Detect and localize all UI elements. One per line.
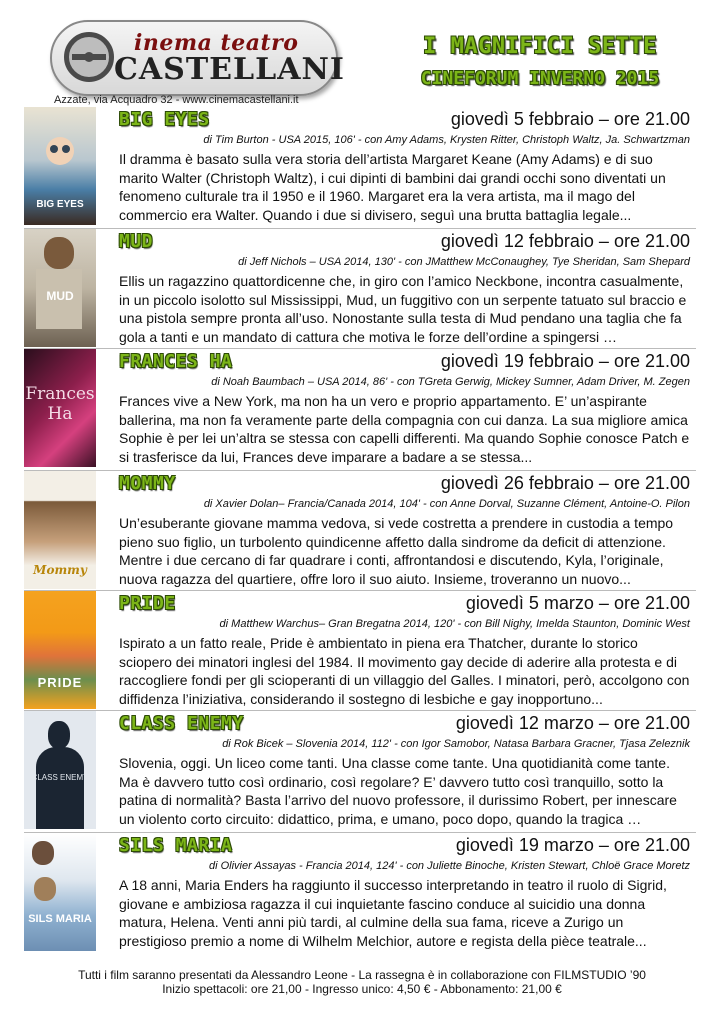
film-entry bbox=[24, 711, 696, 833]
page-subtitle: CINEFORUM INVERNO 2015 bbox=[420, 68, 660, 89]
film-entry bbox=[24, 229, 696, 349]
film-credits: di Matthew Warchus– Gran Bregatna 2014, 120' - con Bill Nighy, Imelda Staunton, Dominic West bbox=[219, 618, 690, 630]
film-title: MOMMY bbox=[119, 473, 176, 494]
film-title: MUD bbox=[119, 231, 154, 252]
film-credits: di Xavier Dolan– Francia/Canada 2014, 104' - con Anne Dorval, Suzanne Clément, Antoine-O. Pilon bbox=[203, 498, 690, 510]
film-synopsis: Il dramma è basato sulla vera storia dell’artista Margaret Keane (Amy Adams) e di suo marito Walter (Christoph Waltz), i cui dipinti di bambini dai grandi occhi sono diventati un fenomeno culturale tra il 1950 e il 1960. Margaret era la vera artista, ma il mago del commercio era Walter. Quando i due si divisero, seguì una brutta battaglia legale... bbox=[119, 151, 666, 223]
film-poster: BIG EYES bbox=[24, 107, 96, 225]
film-entry bbox=[24, 107, 696, 229]
film-synopsis: Un’esuberante giovane mamma vedova, si vede costretta a prendere in custodia a tempo pieno suo figlio, un turbolento quindicenne affetto dalla sindrome da deficit di attenzione. Mentre i due cercano di far quadrare i conti, affrontandosi e discutendo, Kyla, l’originale, nuova ragazza del quartiere, offre loro il suo aiuto. Insieme, troveranno un nuovo... bbox=[119, 515, 674, 587]
film-entry bbox=[24, 471, 696, 591]
film-date: giovedì 12 marzo – ore 21.00 bbox=[455, 713, 690, 733]
film-poster: MUD bbox=[24, 229, 96, 347]
logo-line2: CASTELLANI bbox=[114, 52, 345, 87]
film-title: CLASS ENEMY bbox=[119, 713, 244, 734]
film-credits: di Olivier Assayas - Francia 2014, 124' - con Juliette Binoche, Kristen Stewart, Chloë Grace Moretz bbox=[208, 860, 690, 872]
address: Azzate, via Acquadro 32 - www.cinemacastellani.it bbox=[54, 94, 299, 106]
film-date: giovedì 19 febbraio – ore 21.00 bbox=[440, 351, 690, 371]
film-poster: PRIDE bbox=[24, 591, 96, 709]
film-entry bbox=[24, 833, 696, 957]
film-synopsis: Frances vive a New York, ma non ha un vero e proprio appartamento. E’ un’aspirante ballerina, ma non fa veramente parte della compagnia con cui danza. La sua migliore amica Sophie è per lei un’altra se stessa con capelli differenti. Ma quando Sophie conosce Patch e si trasferisce da lui, Frances deve imparare a badare a se stessa... bbox=[119, 393, 690, 465]
footer-line1: Tutti i film saranno presentati da Alessandro Leone - La rassegna è in collaborazione con FILMSTUDIO ’90 bbox=[78, 968, 646, 982]
film-synopsis: Ellis un ragazzino quattordicenne che, in giro con l’amico Neckbone, incontra casualmente, in un piccolo isolotto sul Mississippi, Mud, un fuggitivo con un serpente tatuato sul braccio e una pistola sempre pronta all’uso. Nonostante sulla testa di Mud pendano una taglia che fa gola a tanti e un mandato di cattura che motiva le forze dell’ordine a spingersi … bbox=[119, 273, 687, 345]
page-title: I MAGNIFICI SETTE bbox=[423, 34, 657, 59]
film-entry bbox=[24, 349, 696, 471]
footer-line2: Inizio spettacoli: ore 21,00 - Ingresso unico: 4,50 € - Abbonamento: 21,00 € bbox=[162, 982, 562, 996]
film-credits: di Jeff Nichols – USA 2014, 130' - con JMatthew McConaughey, Tye Sheridan, Sam Shepard bbox=[238, 256, 690, 268]
film-date: giovedì 5 marzo – ore 21.00 bbox=[465, 593, 690, 613]
film-synopsis: A 18 anni, Maria Enders ha raggiunto il successo interpretando in teatro il ruolo di Sigrid, giovane e ambiziosa ragazza il cui inquietante fascino conduce al suicidio una donna matura, Helena. Venti anni più tardi, al culmine della sua fama, riceve a Zurigo un prestigioso premio a nome di Wilhelm Melchior, autore e regista della pièce teatrale... bbox=[119, 877, 667, 949]
film-synopsis: Slovenia, oggi. Un liceo come tanti. Una classe come tante. Una quotidianità come tante. Ma è davvero tutto così ordinario, così regolare? E’ davvero tutto così tranquillo, sotto la patina di normalità? Basta l’arrivo del nuovo professore, il durissimo Robert, per innescare un violento corto circuito: didattico, prima, e umano, poco dopo, quando la tragica … bbox=[119, 755, 677, 827]
film-date: giovedì 26 febbraio – ore 21.00 bbox=[440, 473, 690, 493]
film-credits: di Rok Bicek – Slovenia 2014, 112' - con Igor Samobor, Natasa Barbara Gracner, Tjasa Zeleznik bbox=[222, 738, 690, 750]
film-reel-icon bbox=[64, 32, 114, 82]
film-poster: Mommy bbox=[24, 471, 96, 589]
film-synopsis: Ispirato a un fatto reale, Pride è ambientato in piena era Thatcher, durante lo storico sciopero dei minatori inglesi del 1984. Il movimento gay decide di aderire alla protesta e di raccogliere fondi per gli scioperanti di un villaggio del Galles. I minatori, però, accolgono con diffidenza l’iniziativa, considerando il sostegno di lesbiche e gay inopportuno... bbox=[119, 635, 690, 707]
logo-line1: inema teatro bbox=[134, 30, 299, 56]
film-poster: CLASS ENEMY bbox=[24, 711, 96, 829]
film-poster: SILS MARIA bbox=[24, 833, 96, 951]
footer bbox=[0, 968, 724, 996]
film-title: PRIDE bbox=[119, 593, 176, 614]
cinema-logo bbox=[50, 20, 345, 96]
film-title: FRANCES HA bbox=[119, 351, 233, 372]
film-date: giovedì 5 febbraio – ore 21.00 bbox=[450, 109, 690, 129]
film-title: BIG EYES bbox=[119, 109, 210, 130]
film-title: SILS MARIA bbox=[119, 835, 233, 856]
film-credits: di Tim Burton - USA 2015, 106' - con Amy Adams, Krysten Ritter, Christoph Waltz, Ja. Schwartzman bbox=[203, 134, 690, 146]
film-entry bbox=[24, 591, 696, 711]
film-date: giovedì 12 febbraio – ore 21.00 bbox=[440, 231, 690, 251]
film-poster: Frances Ha bbox=[24, 349, 96, 467]
film-credits: di Noah Baumbach – USA 2014, 86' - con TGreta Gerwig, Mickey Sumner, Adam Driver, M. Zegen bbox=[211, 376, 690, 388]
film-date: giovedì 19 marzo – ore 21.00 bbox=[455, 835, 690, 855]
